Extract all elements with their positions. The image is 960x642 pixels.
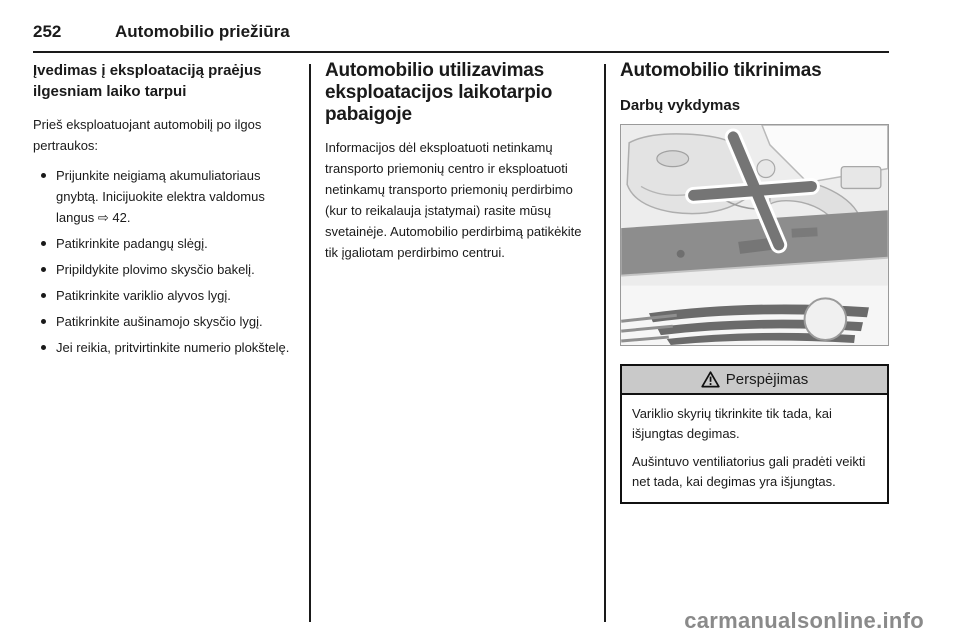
engine-bay-crossed-out-illustration [620, 124, 889, 346]
chapter-heading: Automobilio tikrinimas [620, 60, 822, 81]
section-heading: Įvedimas į eksploataciją praėjus ilgesniam laiko tarpui [33, 62, 262, 100]
warning-title: Perspėjimas [725, 371, 809, 388]
list-item-text: Patikrinkite aušinamojo skysčio lygį. [56, 314, 263, 329]
column-divider [309, 64, 311, 622]
startup-checklist [33, 165, 295, 358]
warning-header [620, 364, 889, 395]
list-item [33, 285, 295, 306]
bullet-icon [41, 267, 46, 272]
column-vehicle-checks [620, 60, 889, 504]
list-item [33, 165, 295, 228]
list-item-text: Pripildykite plovimo skysčio bakelį. [56, 262, 255, 277]
chapter-title: Automobilio priežiūra [115, 22, 290, 41]
bullet-icon [41, 173, 46, 178]
list-item [33, 259, 295, 280]
section-heading: Automobilio utilizavimas eksploatacijos laikotarpio pabaigoje [325, 60, 553, 125]
bullet-icon [41, 241, 46, 246]
warning-paragraph: Aušintuvo ventiliatorius gali pradėti veikti net tada, kai degimas yra išjungtas. [632, 454, 866, 489]
column-recycling [325, 60, 590, 263]
list-item-text: Jei reikia, pritvirtinkite numerio plokštelę. [56, 340, 290, 355]
warning-body [620, 395, 889, 504]
body-paragraph: Informacijos dėl eksploatuoti netinkamų transporto priemonių centro ir eksploatuoti netinkamų transporto priemonių perdirbimo (kur to reikalauja įstatymai) rasite mūsų svetainėje. Automobilio perdirbimą patikėkite tik įgaliotam perdirbimo centrui. [325, 140, 582, 260]
sub-heading: Darbų vykdymas [620, 97, 741, 114]
warning-box [620, 364, 889, 504]
list-item [33, 233, 295, 254]
bullet-icon [41, 293, 46, 298]
page-header [33, 22, 889, 53]
intro-paragraph: Prieš eksploatuojant automobilį po ilgos pertraukos: [33, 117, 262, 153]
column-divider [604, 64, 606, 622]
list-item-text: Patikrinkite padangų slėgį. [56, 236, 208, 251]
column-recommissioning [33, 60, 295, 363]
bullet-icon [41, 345, 46, 350]
site-watermark: carmanualsonline.info [684, 608, 924, 633]
list-item-text: Patikrinkite variklio alyvos lygį. [56, 288, 231, 303]
page-number: 252 [33, 22, 62, 41]
list-item [33, 311, 295, 332]
list-item [33, 337, 295, 358]
warning-triangle-icon [701, 371, 720, 388]
bullet-icon [41, 319, 46, 324]
list-item-text: Prijunkite neigiamą akumuliatoriaus gnybtą. Inicijuokite elektra valdomus langus ⇨ 42. [56, 168, 265, 225]
warning-paragraph: Variklio skyrių tikrinkite tik tada, kai išjungtas degimas. [632, 406, 832, 441]
